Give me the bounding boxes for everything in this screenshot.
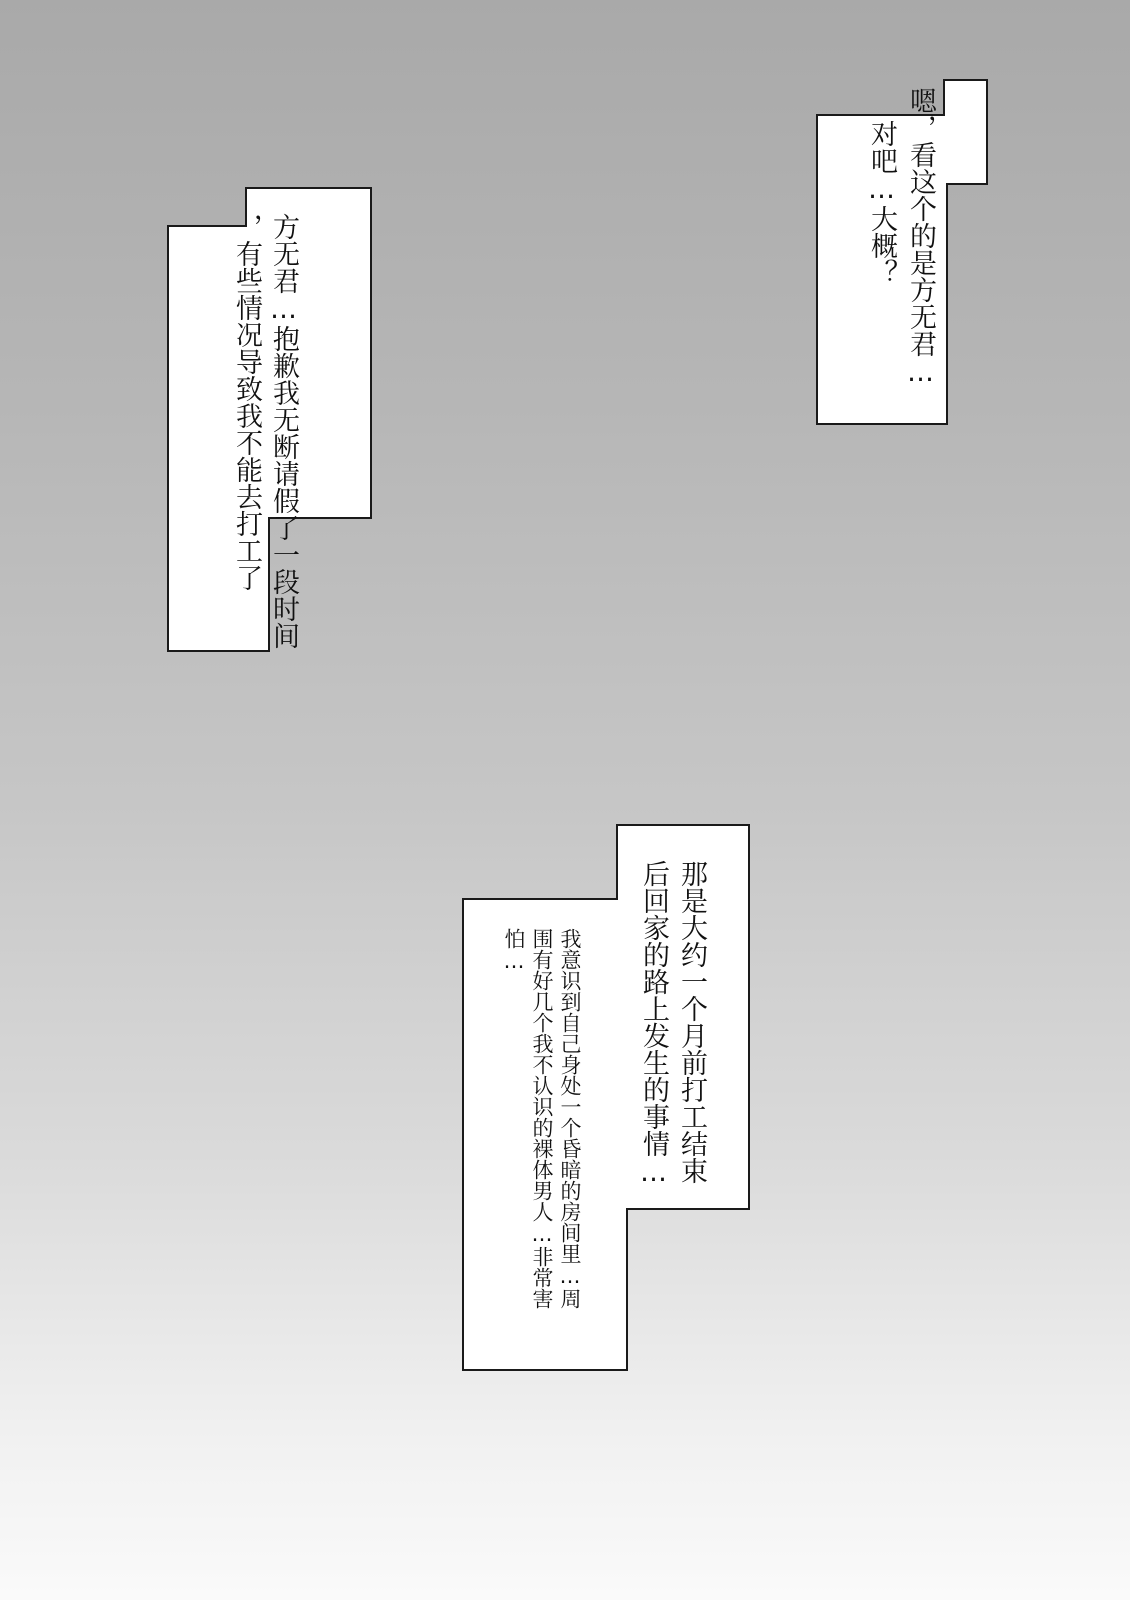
caption-top-left-line-1: 方无君…抱歉我无断请假了一段时间 [268, 213, 299, 649]
caption-bottom-line-2: 后回家的路上发生的事情… [638, 860, 669, 1188]
caption-bottom-line-3: 我意识到自己身处一个昏暗的房间里…周 [558, 928, 582, 1309]
caption-bottom-line-4: 围有好几个我不认识的裸体男人…非常害 [530, 928, 554, 1309]
caption-top-right-line-1: 嗯，看这个的是方无君… [905, 87, 936, 388]
caption-top-right-line-2: 对吧…大概？ [866, 120, 897, 286]
caption-box-top-right [817, 80, 987, 424]
caption-bottom-line-5: 怕… [502, 928, 526, 973]
caption-bottom-line-1: 那是大约一个月前打工结束 [676, 860, 707, 1184]
caption-top-left-line-2: ，有些情况导致我不能去打工了 [231, 213, 262, 591]
